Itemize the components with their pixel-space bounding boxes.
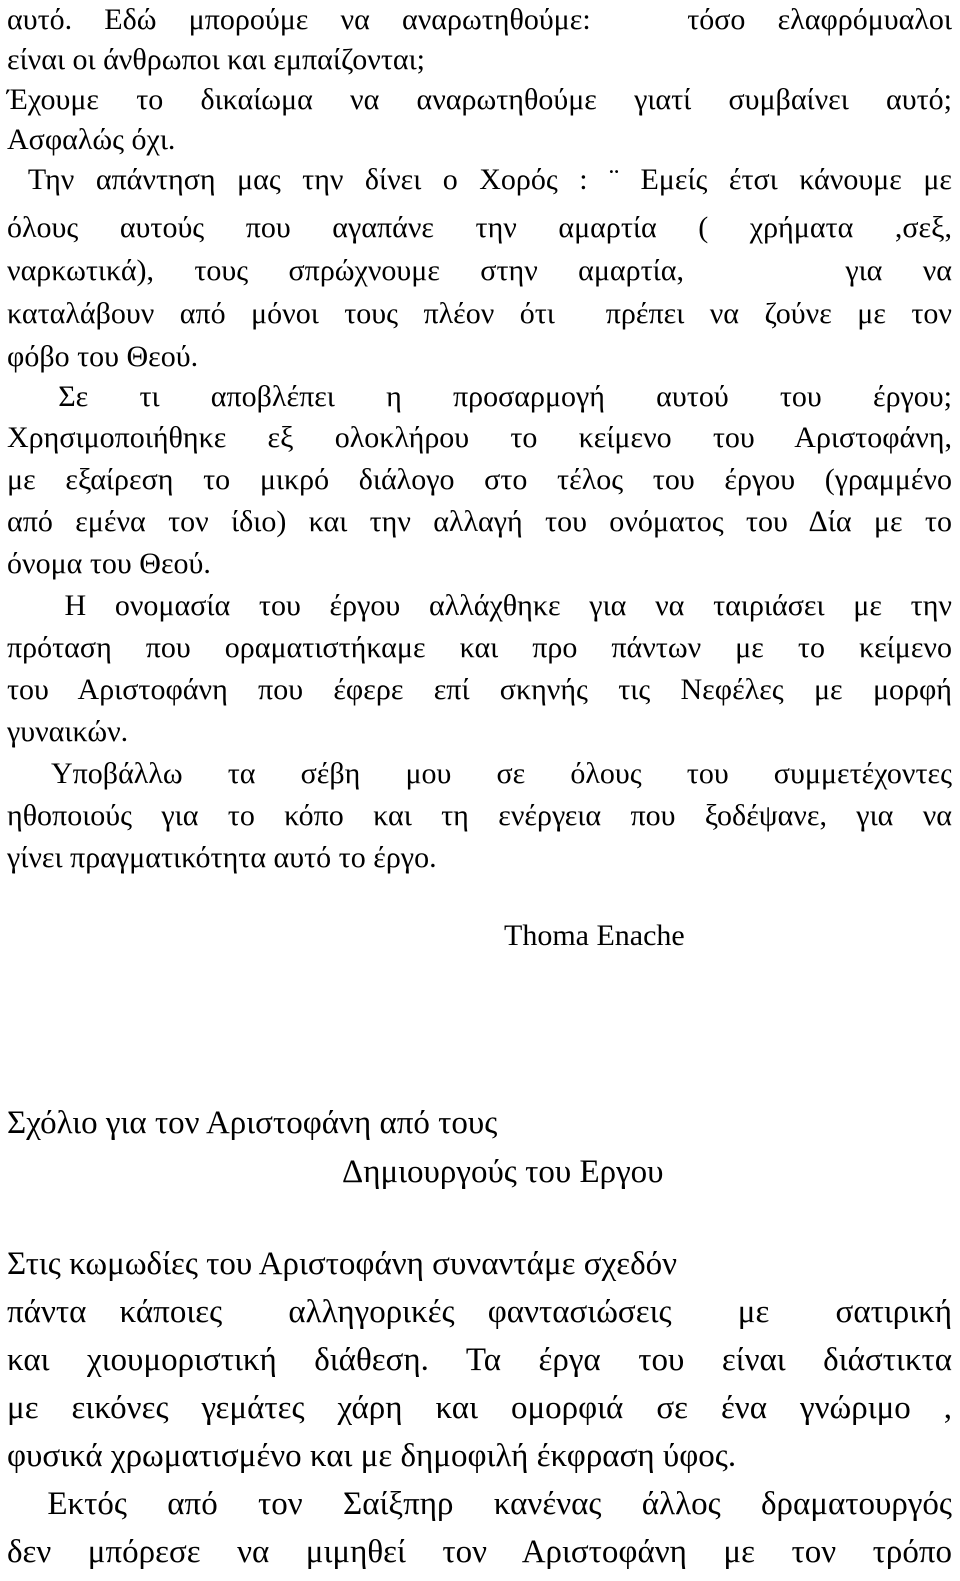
text-line: είναι οι άνθρωποι και εμπαίζονται; (7, 43, 425, 76)
text-line: Υποβάλλω τα σέβη μου σε όλους του συμμετέχοντες (7, 757, 952, 790)
text-line: όλους αυτούς που αγαπάνε την αμαρτία ( χρήματα ,σεξ, (7, 211, 952, 244)
text-line: με εικόνες γεμάτες χάρη και ομορφιά σε ένα γνώριμο , (7, 1390, 952, 1426)
text-line: Χρησιμοποιήθηκε εξ ολοκλήρου το κείμενο του Αριστοφάνη, (7, 421, 952, 454)
text-line: Ασφαλώς όχι. (7, 123, 176, 156)
text-line: καταλάβουν από μόνοι τους πλέον ότι πρέπει να ζούνε με τον (7, 297, 952, 330)
text-line: Σε τι αποβλέπει η προσαρμογή αυτού του έργου; (7, 380, 952, 413)
text-line: όνομα του Θεού. (7, 547, 211, 580)
text-line: και χιουμοριστική διάθεση. Τα έργα του είναι διάστικτα (7, 1342, 952, 1378)
text-line: πάντα κάποιες αλληγορικές φαντασιώσεις με σατιρική (7, 1294, 952, 1330)
text-line: αυτό. Εδώ μπορούμε να αναρωτηθούμε: τόσο ελαφρόμυαλοι (7, 3, 952, 36)
text-line: γίνει πραγματικότητα αυτό το έργο. (7, 841, 437, 874)
text-line: φυσικά χρωματισμένο και με δημοφιλή έκφραση ύφος. (7, 1438, 737, 1474)
section-heading: Σχόλιο για τον Αριστοφάνη από τους (7, 1105, 498, 1141)
text-line: πρόταση που οραματιστήκαμε και προ πάντων με το κείμενο (7, 631, 952, 664)
text-line: Την απάντηση μας την δίνει ο Χορός : ¨ Εμείς έτσι κάνουμε με (7, 163, 952, 196)
text-line: ναρκωτικά), τους σπρώχνουμε στην αμαρτία, για να (7, 254, 952, 287)
text-line: με εξαίρεση το μικρό διάλογο στο τέλος του έργου (γραμμένο (7, 463, 952, 496)
text-line: Εκτός από τον Σαίξπηρ κανένας άλλος δραματουργός (7, 1486, 952, 1522)
text-line: του Αριστοφάνη που έφερε επί σκηνής τις Νεφέλες με μορφή (7, 673, 952, 706)
text-line: γυναικών. (7, 715, 129, 748)
text-line: ηθοποιούς για το κόπο και τη ενέργεια που ξοδέψανε, για να (7, 799, 952, 832)
signature: Thoma Enache (504, 919, 685, 952)
section-heading-continuation: Δημιουργούς του Εργου (342, 1154, 664, 1190)
text-line: φόβο του Θεού. (7, 340, 199, 373)
text-line: Έχουμε το δικαίωμα να αναρωτηθούμε γιατί συμβαίνει αυτό; (7, 83, 952, 116)
text-line: Η ονομασία του έργου αλλάχθηκε για να ταιριάσει με την (7, 589, 952, 622)
text-line: δεν μπόρεσε να μιμηθεί τον Αριστοφάνη με τον τρόπο (7, 1534, 952, 1570)
text-line: από εμένα τον ίδιο) και την αλλαγή του ονόματος του Δία με το (7, 505, 952, 538)
text-line: Στις κωμωδίες του Αριστοφάνη συναντάμε σχεδόν (7, 1246, 678, 1282)
